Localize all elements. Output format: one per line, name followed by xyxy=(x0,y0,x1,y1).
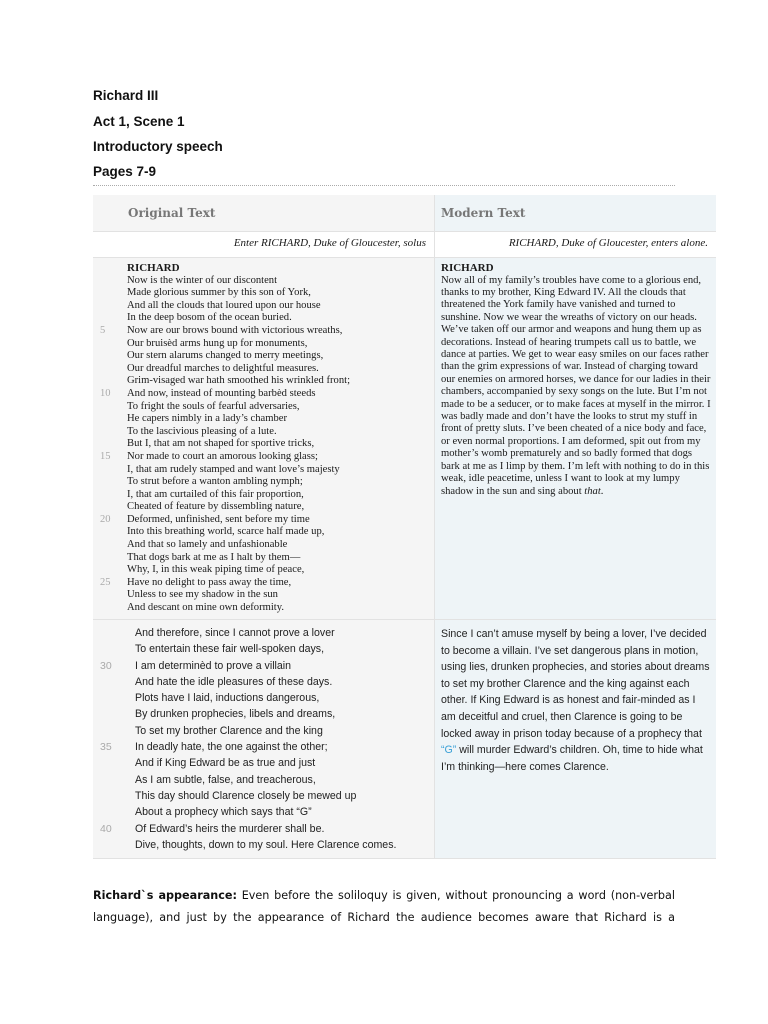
verse-text: This day should Clarence closely be mewed up xyxy=(135,789,357,802)
verse-text: Have no delight to pass away the time, xyxy=(127,576,292,588)
speaker-name: RICHARD xyxy=(441,262,494,274)
modern-section-2 xyxy=(435,620,716,858)
verse-text: Grim-visaged war hath smoothed his wrinkled front; xyxy=(127,375,351,387)
verse-text: And all the clouds that loured upon our house xyxy=(127,299,321,311)
verse-text: Our stern alarums changed to merry meetings, xyxy=(127,350,324,362)
verse-text: Why, I, in this weak piping time of peace, xyxy=(127,564,305,576)
speaker-name: RICHARD xyxy=(127,262,180,274)
section-1-row xyxy=(93,258,716,620)
verse-line xyxy=(93,501,434,514)
page-range: Pages 7-9 xyxy=(93,164,157,179)
verse-text: That dogs bark at me as I halt by them— xyxy=(127,551,301,563)
verse-line xyxy=(93,375,434,388)
verse-text: In the deep bosom of the ocean buried. xyxy=(127,312,292,324)
verse-text: Now are our brows bound with victorious wreaths, xyxy=(127,324,343,336)
verse-line xyxy=(93,772,434,788)
verse-text: Made glorious summer by this son of York, xyxy=(127,287,311,299)
verse-line xyxy=(93,363,434,376)
verse-line xyxy=(93,641,434,657)
verse-text: And hate the idle pleasures of these days. xyxy=(135,675,333,688)
verse-text: I, that am rudely stamped and want love’s majesty xyxy=(127,463,340,475)
verse-line xyxy=(93,350,434,363)
verse-line xyxy=(93,489,434,502)
table-header-row xyxy=(93,195,716,232)
verse-text: I am determinèd to prove a villain xyxy=(135,659,292,672)
verse-text: As I am subtle, false, and treacherous, xyxy=(135,773,316,786)
verse-line xyxy=(93,674,434,690)
verse-text: Into this breathing world, scarce half made up, xyxy=(127,526,325,538)
verse-line xyxy=(93,300,434,313)
line-number: 15 xyxy=(100,450,111,462)
verse-text: To fright the souls of fearful adversaries, xyxy=(127,400,300,412)
verse-line xyxy=(93,804,434,820)
line-number: 25 xyxy=(100,576,111,588)
verse-text: Dive, thoughts, down to my soul. Here Clarence comes. xyxy=(135,838,397,851)
verse-line xyxy=(93,788,434,804)
verse-text: Our bruisèd arms hung up for monuments, xyxy=(127,337,308,349)
verse-line xyxy=(93,388,434,401)
verse-line xyxy=(93,837,434,853)
verse-text: And therefore, since I cannot prove a lover xyxy=(135,627,335,639)
modern-section-1 xyxy=(435,258,716,619)
verse-text: Now is the winter of our discontent xyxy=(127,274,278,286)
verse-text: Our dreadful marches to delightful measures. xyxy=(127,362,319,374)
verse-line xyxy=(93,625,434,641)
verse-line xyxy=(93,589,434,602)
document-title: Richard III xyxy=(93,88,159,103)
verse-line xyxy=(93,658,434,674)
section-2-row xyxy=(93,620,716,859)
verse-text: Of Edward’s heirs the murderer shall be. xyxy=(135,822,325,835)
text-comparison-table xyxy=(93,195,716,859)
verse-line xyxy=(93,706,434,722)
verse-line xyxy=(93,451,434,464)
verse-line xyxy=(93,464,434,477)
verse-text: To entertain these fair well-spoken days, xyxy=(135,643,325,656)
line-number: 5 xyxy=(100,324,106,336)
modern-text-header: Modern Text xyxy=(435,195,716,231)
original-section-2 xyxy=(93,620,435,858)
verse-text: And now, instead of mounting barbèd steeds xyxy=(127,387,316,399)
verse-line xyxy=(93,690,434,706)
verse-line xyxy=(93,564,434,577)
verse-text: He capers nimbly in a lady’s chamber xyxy=(127,413,288,425)
line-number: 20 xyxy=(100,513,111,525)
verse-line xyxy=(93,476,434,489)
act-scene: Act 1, Scene 1 xyxy=(93,114,185,129)
verse-line xyxy=(93,739,434,755)
verse-text: Deformed, unfinished, sent before my time xyxy=(127,513,310,525)
verse-text: But I, that am not shaped for sportive tricks, xyxy=(127,438,315,450)
original-stage-direction: Enter RICHARD, Duke of Gloucester, solus xyxy=(93,232,435,257)
section-subtitle: Introductory speech xyxy=(93,139,223,154)
verse-line xyxy=(93,275,434,288)
stage-direction-row xyxy=(93,232,716,258)
verse-line xyxy=(93,338,434,351)
verse-line xyxy=(93,821,434,837)
modern-paragraph: Since I can’t amuse myself by being a lover, I’ve decided to become a villain. I’ve set dangerous plans in motion, using lies, drunken prophecies, and stories about dreams to set my brother Clarence and the king against each other. If King Edward is as honest and fair-minded as I am deceitful and cruel, then Clarence is going to be locked away in prison today because of a prophecy that “G” will murder Edward’s children. Oh, time to hide what I’m thinking—here comes Clarence. xyxy=(441,628,710,773)
verse-line xyxy=(93,577,434,590)
analysis-paragraph: Richard`s appearance: Even before the soliloquy is given, without pronouncing a word (non-verbal language), and just by the appearance of Richard the audience becomes aware that Richard is a xyxy=(93,889,675,924)
verse-text: And that so lamely and unfashionable xyxy=(127,539,288,551)
verse-line xyxy=(93,552,434,565)
divider xyxy=(93,185,675,186)
verse-text: And if King Edward be as true and just xyxy=(135,757,316,770)
verse-line xyxy=(93,312,434,325)
verse-text: And descant on mine own deformity. xyxy=(127,602,285,614)
verse-line xyxy=(93,723,434,739)
original-text-header: Original Text xyxy=(93,195,435,231)
line-number: 35 xyxy=(100,741,112,754)
line-number: 30 xyxy=(100,659,112,672)
verse-text: I, that am curtailed of this fair proportion, xyxy=(127,488,304,500)
verse-text: In deadly hate, the one against the other; xyxy=(135,741,328,754)
verse-text: Plots have I laid, inductions dangerous, xyxy=(135,692,320,705)
line-number: 10 xyxy=(100,387,111,399)
modern-paragraph: Now all of my family’s troubles have come to a glorious end, thanks to my brother, King Edward IV. All the clouds that threatened the York family have vanished and turned to sunshine. Now we wear the wreaths of victory on our heads. We’ve taken off our armor and weapons and hung them up as decorations. Instead of hearing trumpets call us to battle, we dance at parties. We get to wear easy smiles on our faces rather than the grim expressions of war. Instead of charging toward our enemies on armored horses, we dance for our ladies in their chambers, accompanied by sexy songs on the lute. But I’m not made to be a seducer, or to make faces at myself in the mirror. I was badly made and don’t have the looks to strut my stuff in front of pretty sluts. I’ve been cheated of a nice body and face, or even normal proportions. I am deformed, spit out from my mother’s womb prematurely and so badly formed that dogs bark at me as I limp by them. I’m left with nothing to do in this weak, idle peacetime, unless I want to look at my lumpy shadow in the sun and sing about that. xyxy=(441,274,711,497)
verse-text: Unless to see my shadow in the sun xyxy=(127,589,278,601)
line-number: 40 xyxy=(100,822,112,835)
verse-text: To the lascivious pleasing of a lute. xyxy=(127,425,277,437)
verse-line xyxy=(93,413,434,426)
verse-text: Nor made to court an amorous looking glass; xyxy=(127,450,318,462)
verse-line xyxy=(93,526,434,539)
verse-line xyxy=(93,602,434,615)
verse-text: To set my brother Clarence and the king xyxy=(135,724,323,737)
verse-line xyxy=(93,287,434,300)
verse-text: To strut before a wanton ambling nymph; xyxy=(127,476,303,488)
verse-line xyxy=(93,438,434,451)
verse-line xyxy=(93,325,434,338)
verse-text: Cheated of feature by dissembling nature, xyxy=(127,501,305,513)
verse-line xyxy=(93,755,434,771)
original-section-1 xyxy=(93,258,435,619)
verse-line xyxy=(93,539,434,552)
verse-line xyxy=(93,426,434,439)
verse-text: By drunken prophecies, libels and dreams, xyxy=(135,708,336,721)
verse-line xyxy=(93,401,434,414)
verse-text: About a prophecy which says that “G” xyxy=(135,806,312,819)
modern-stage-direction: RICHARD, Duke of Gloucester, enters alone. xyxy=(435,232,716,257)
verse-line xyxy=(93,514,434,527)
